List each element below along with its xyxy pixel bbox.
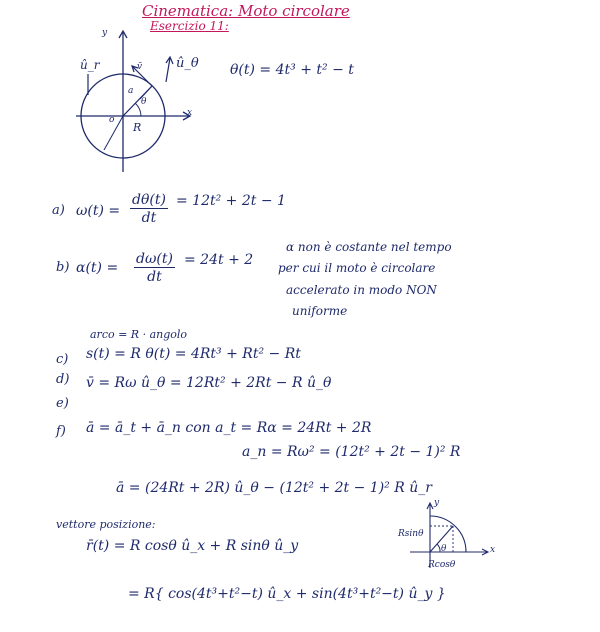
- u-theta-label: û_θ: [176, 56, 199, 71]
- position-expr-2: = R{ cos(4t³+t²−t) û_x + sin(4t³+t²−t) û_y }: [128, 586, 446, 602]
- circle-diagram: [0, 0, 200, 180]
- part-d-label: d): [56, 372, 70, 387]
- diagram-x-label: x: [187, 108, 193, 118]
- theta-law: θ(t) = 4t³ + t² − t: [230, 62, 354, 78]
- page-title: Cinematica: Moto circolare: [142, 2, 350, 20]
- velocity-label: v̄: [137, 62, 143, 72]
- small-rcos-label: Rcosθ: [428, 560, 456, 570]
- part-f-an: a_n = Rω² = (12t² + 2t − 1)² R: [242, 444, 461, 460]
- position-expr-1: r̄(t) = R cosθ û_x + R sinθ û_y: [86, 538, 299, 554]
- part-b-numerator: dω(t): [136, 251, 173, 267]
- part-b-label: b): [56, 260, 70, 275]
- part-a-lhs: ω(t) =: [76, 203, 121, 219]
- part-b-note-line-1: α non è costante nel tempo: [286, 240, 452, 254]
- small-diagram: [400, 498, 520, 588]
- part-f-expr: ā = ā_t + ā_n con a_t = Rα = 24Rt + 2R: [86, 420, 372, 436]
- diagram-y-label: y: [102, 28, 108, 38]
- part-a-numerator: dθ(t): [132, 192, 166, 208]
- part-f-total: ā = (24Rt + 2R) û_θ − (12t² + 2t − 1)² R û_r: [116, 480, 432, 496]
- part-c-label: c): [56, 352, 69, 367]
- part-c-expr: s(t) = R θ(t) = 4Rt³ + Rt² − Rt: [86, 346, 301, 362]
- exercise-number: Esercizio 11:: [150, 19, 229, 33]
- arc-note: arco = R · angolo: [90, 328, 188, 341]
- accel-label: a: [128, 86, 134, 96]
- part-b-note-line-2: per cui il moto è circolare: [278, 261, 436, 275]
- origin-label: o: [109, 115, 115, 125]
- part-e-label: e): [56, 396, 69, 411]
- part-b-fraction: [134, 251, 175, 285]
- small-y-label: y: [434, 498, 440, 508]
- u-r-label: û_r: [80, 58, 100, 72]
- small-angle-label: θ: [441, 544, 447, 554]
- radius-label: R: [133, 121, 142, 134]
- part-b-note-line-3: accelerato in modo NON: [286, 283, 437, 297]
- small-rsin-label: Rsinθ: [398, 529, 424, 539]
- part-b-denominator: dt: [147, 269, 162, 285]
- part-a-denominator: dt: [141, 210, 157, 226]
- position-heading: vettore posizione:: [56, 518, 156, 531]
- part-b-rhs: = 24t + 2: [184, 252, 254, 268]
- part-b-lhs: α(t) =: [76, 260, 119, 276]
- angle-label: θ: [141, 97, 147, 107]
- part-a-rhs: = 12t² + 2t − 1: [176, 193, 286, 209]
- small-angle-arc: [437, 544, 440, 552]
- small-x-label: x: [490, 545, 496, 555]
- velocity-expr: v̄ = Rω û_θ = 12Rt² + 2Rt − R û_θ: [86, 375, 332, 391]
- part-b-note-line-4: uniforme: [292, 304, 348, 318]
- part-f-label: f): [56, 424, 66, 439]
- part-a-fraction: [130, 192, 168, 226]
- part-a-label: a): [52, 203, 65, 218]
